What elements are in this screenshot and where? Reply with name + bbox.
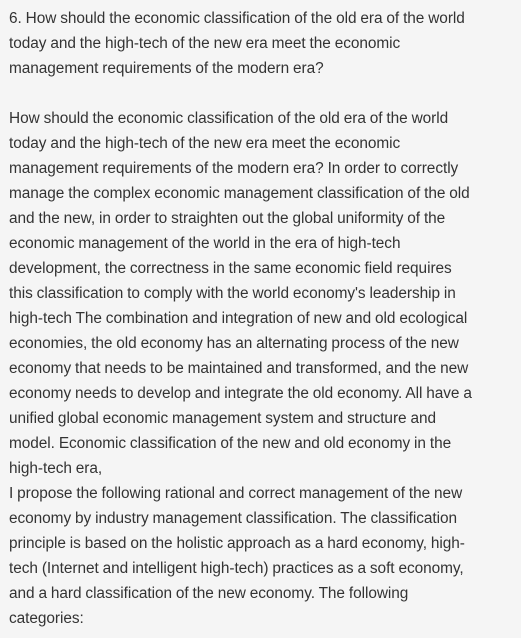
paragraph-spacer [9, 81, 515, 106]
answer-paragraph: How should the economic classification of the old era of the world today and the high-tech of the new era meet the economic management requirements of the modern era? In order to correctly manage the complex economic management classification of the old and the new, in order to straighten out the global uniformity of the economic management of the world in the era of high-tech development, the correctness in the same economic field requires this classification to comply with the world economy's leadership in high-tech The combination and integration of new and old ecological economies, the old economy has an alternating process of the new economy that needs to be maintained and transformed, and the new economy needs to develop and integrate the old economy. All have a unified global economic management system and structure and model. Economic classification of the new and old economy in the high-tech era, [9, 110, 472, 477]
proposal-paragraph: I propose the following rational and correct management of the new economy by industry management classification. The classification principle is based on the holistic approach as a hard economy, high- tech (Internet and intelligent high-tech) practices as a soft economy, and a hard classification of the new economy. The following categories: [9, 485, 465, 627]
question-heading: 6. How should the economic classification of the old era of the world today and the high-tech of the new era meet the economic management requirements of the modern era? [9, 10, 465, 77]
